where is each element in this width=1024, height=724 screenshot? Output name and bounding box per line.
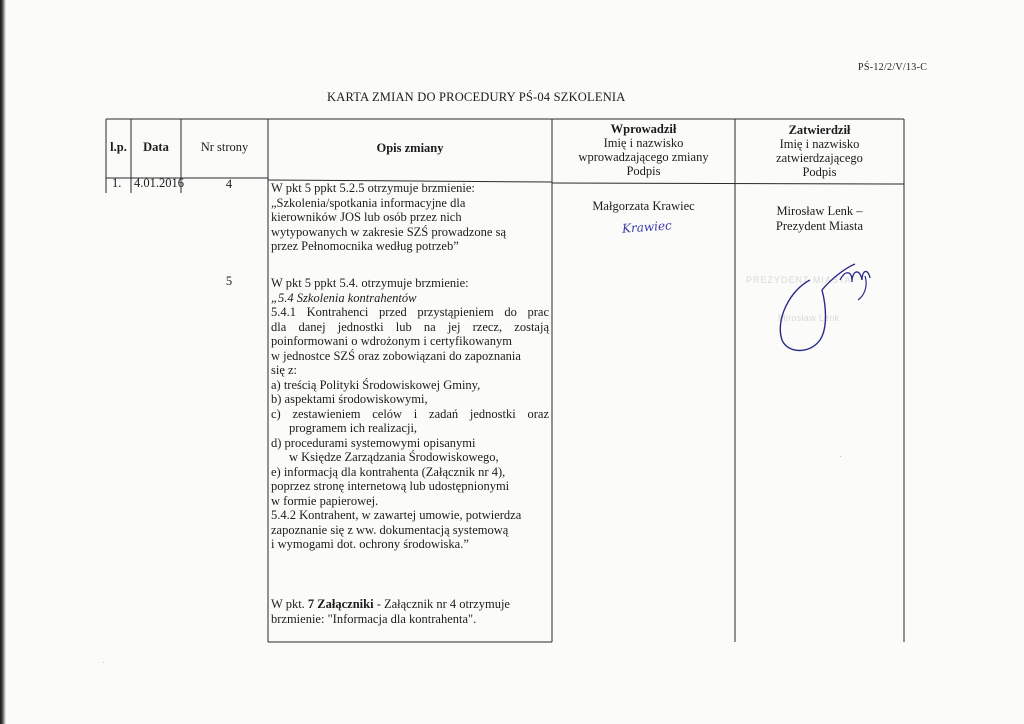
desc2-line: d) procedurami systemowymi opisanymi [271,435,476,450]
desc3-bold-section: 7 Załączniki [307,597,374,611]
header-introduced-line1: Imię i nazwisko [603,136,684,150]
desc2-line: poinformowani o wdrożonym i certyfikowanym [271,334,512,348]
header-approved-line2: zatwierdzającego [776,151,863,165]
desc2-line: 5.4.2 Kontrahent, w zawartej umowie, potwierdza [271,508,522,522]
change-description-1 [271,181,547,254]
desc2-line: W pkt 5 ppkt 5.4. otrzymuje brzmienie: [271,276,469,290]
introduced-by-name: Małgorzata Krawiec [592,199,695,213]
header-introduced-line2: wprowadzającego zmiany [578,150,709,164]
header-approved-line1: Imię i nazwisko [779,137,860,151]
header-approved-title: Zatwierdził [788,123,851,137]
desc2-line: „5.4 Szkolenia kontrahentów [271,290,417,305]
header-lp: l.p. [110,140,127,154]
desc2-line: się z: [271,363,298,377]
desc2-line: poprzez stronę internetową lub udostępnionymi [271,479,510,493]
desc3-line [271,597,547,612]
header-introduced-by [552,122,735,178]
desc2-line: i wymogami dot. ochrony środowiska.” [271,537,469,551]
stamp-title: PREZYDENT MIASTA [746,275,852,285]
desc1-line: wytypowanych w zakresie SZŚ prowadzone są [271,224,507,239]
header-page-number: Nr strony [200,140,249,154]
row-page-number-2: 5 [225,274,233,288]
row-lp: 1. [112,176,122,190]
change-description-2 [271,276,549,552]
desc2-line: c) zestawieniem celów i zadań jednostki oraz [271,406,549,421]
desc3-suffix: - Załącznik nr 4 otrzymuje [373,597,510,611]
row-page-number-1: 4 [225,177,233,191]
header-introduced-title: Wprowadził [610,122,677,136]
desc2-line: programem ich realizacji, [289,421,418,435]
desc3-line: brzmienie: "Informacja dla kontrahenta". [271,611,477,626]
desc2-line: 5.4.1 Kontrahenci przed przystąpieniem do prac [271,305,549,319]
desc2-line: w formie papierowej. [271,493,379,508]
desc2-line: w jednostce SZŚ oraz zobowiązani do zapoznania [271,348,521,363]
desc1-line: kierowników JOS lub osób przez nich [271,210,462,224]
approved-by-role-line: Prezydent Miasta [775,218,864,233]
document-reference-number: PŚ-12/2/V/13-C [858,62,928,73]
desc3-prefix: W pkt. [271,597,308,611]
header-change-description: Opis zmiany [376,141,444,155]
introduced-by-signature: Krawiec [621,218,673,236]
header-approved-line3: Podpis [802,165,837,179]
scan-mark: · [102,658,106,669]
row-date: 4.01.2016 [134,176,184,190]
desc2-line: dla danej jednostki lub na jej rzecz, zostają [271,319,549,334]
scan-mark: · [839,452,843,463]
approved-by-name [735,204,904,233]
desc2-line: zapoznanie się z ww. dokumentacją systemową [271,522,509,537]
desc1-line: „Szkolenia/spotkania informacyjne dla [271,195,466,210]
header-approved-by [735,123,904,179]
page-title: KARTA ZMIAN DO PROCEDURY PŚ-04 SZKOLENIA [327,90,626,104]
desc2-line: b) aspektami środowiskowymi, [271,392,428,406]
change-description-3 [271,597,547,626]
approved-by-name-line: Mirosław Lenk – [776,204,863,218]
approval-signature [770,250,890,360]
desc1-line: W pkt 5 ppkt 5.2.5 otrzymuje brzmienie: [271,181,475,195]
desc1-line: przez Pełnomocnika według potrzeb” [271,239,459,253]
desc2-line: w Księdze Zarządzania Środowiskowego, [289,450,499,464]
desc2-line: e) informacją dla kontrahenta (Załącznik nr 4), [271,464,506,479]
stamp-name: Mirosław Lenk [778,313,840,323]
desc2-line: a) treścią Polityki Środowiskowej Gminy, [271,377,481,392]
header-introduced-line3: Podpis [626,164,661,178]
header-date: Data [143,140,169,154]
